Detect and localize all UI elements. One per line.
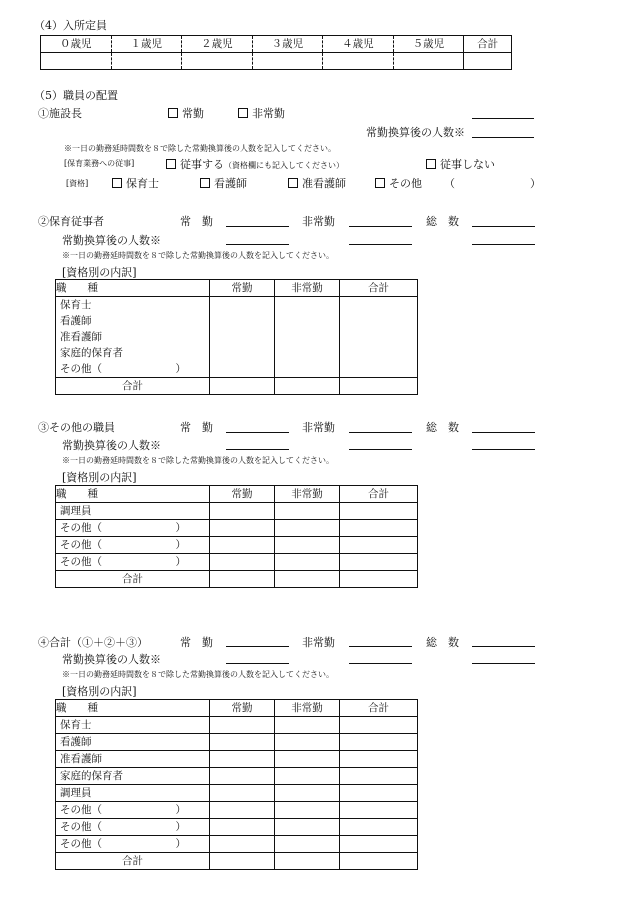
col-part: 非常勤 xyxy=(275,486,340,503)
col-part: 非常勤 xyxy=(275,280,340,297)
capacity-cell[interactable] xyxy=(393,53,464,70)
cell[interactable] xyxy=(275,554,340,571)
cell[interactable] xyxy=(210,537,275,554)
cell[interactable] xyxy=(340,836,418,853)
capacity-header-1: １歳児 xyxy=(111,36,182,53)
row-label: その他（ ） xyxy=(56,836,210,853)
row-label: 保育士 xyxy=(56,297,210,314)
table-row[interactable] xyxy=(56,768,418,785)
table-row[interactable] xyxy=(56,537,418,554)
s2-fulltime-line[interactable] xyxy=(226,226,289,227)
s4t-fte-line-2[interactable] xyxy=(349,663,412,664)
cell[interactable] xyxy=(275,751,340,768)
row-label: 看護師 xyxy=(56,734,210,751)
row-label: その他（ ） xyxy=(56,361,210,378)
qual-label: [資格] xyxy=(66,179,89,188)
cell[interactable] xyxy=(275,819,340,836)
qual-3[interactable]: 准看護師 xyxy=(288,175,346,191)
sum-label: 合計 xyxy=(56,571,210,588)
checkbox-icon[interactable] xyxy=(288,178,298,188)
s2-note: ※一日の勤務延時間数を８で除した常勤換算後の人数を記入してください。 xyxy=(62,251,334,260)
director-fte-line[interactable] xyxy=(472,137,534,138)
qual-paren-open: （ xyxy=(444,177,455,190)
col-sum: 合計 xyxy=(340,486,418,503)
cell[interactable] xyxy=(275,768,340,785)
table-header xyxy=(56,486,418,503)
capacity-cell[interactable] xyxy=(323,53,394,70)
director-count-line[interactable] xyxy=(472,118,534,119)
s2-fte-line-2[interactable] xyxy=(349,244,412,245)
s2-parttime-line[interactable] xyxy=(349,226,412,227)
s3-total-line[interactable] xyxy=(472,432,535,433)
capacity-cell[interactable] xyxy=(111,53,182,70)
s4t-parttime-line[interactable] xyxy=(349,646,412,647)
cell[interactable] xyxy=(275,785,340,802)
s3-table xyxy=(55,485,418,588)
cell[interactable] xyxy=(210,785,275,802)
s3-parttime-line[interactable] xyxy=(349,432,412,433)
cell[interactable] xyxy=(210,717,275,734)
s3-parttime: 非常勤 xyxy=(302,421,335,434)
cell[interactable] xyxy=(275,503,340,520)
director-fulltime[interactable]: 常勤 xyxy=(168,105,204,121)
row-label: その他（ ） xyxy=(56,819,210,836)
director-label: ①施設長 xyxy=(38,107,82,120)
cell[interactable] xyxy=(210,378,275,395)
cell[interactable] xyxy=(210,751,275,768)
row-label: 看護師 xyxy=(56,313,210,329)
cell[interactable] xyxy=(275,537,340,554)
checkbox-icon[interactable] xyxy=(426,159,436,169)
cell[interactable] xyxy=(340,734,418,751)
capacity-cell[interactable] xyxy=(252,53,323,70)
cell[interactable] xyxy=(340,520,418,537)
cell[interactable] xyxy=(340,717,418,734)
table-row[interactable] xyxy=(56,802,418,819)
s4t-total: 総 数 xyxy=(426,636,459,649)
cell[interactable] xyxy=(210,819,275,836)
qual-2[interactable]: 看護師 xyxy=(200,175,247,191)
cell[interactable] xyxy=(210,802,275,819)
capacity-header-3: ３歳児 xyxy=(252,36,323,53)
cell[interactable] xyxy=(275,378,340,395)
s3-total: 総 数 xyxy=(426,421,459,434)
s2-total: 総 数 xyxy=(426,215,459,228)
checkbox-icon[interactable] xyxy=(238,108,248,118)
director-note: ※一日の勤務延時間数を８で除した常勤換算後の人数を記入してください。 xyxy=(64,144,336,153)
capacity-header-5: ５歳児 xyxy=(393,36,464,53)
table-row[interactable] xyxy=(56,503,418,520)
row-label: 家庭的保育者 xyxy=(56,768,210,785)
capacity-header-2: ２歳児 xyxy=(182,36,253,53)
cell[interactable] xyxy=(275,853,340,870)
table-header xyxy=(56,700,418,717)
cell[interactable] xyxy=(340,378,418,395)
col-part: 非常勤 xyxy=(275,700,340,717)
cell[interactable] xyxy=(340,503,418,520)
s2-fte-line-1[interactable] xyxy=(226,244,289,245)
s2-fte-line-3[interactable] xyxy=(472,244,535,245)
cell[interactable] xyxy=(210,554,275,571)
cell[interactable] xyxy=(210,297,275,378)
table-row[interactable] xyxy=(56,520,418,537)
row-label: その他（ ） xyxy=(56,802,210,819)
row-label: その他（ ） xyxy=(56,537,210,554)
cell[interactable] xyxy=(340,853,418,870)
table-row[interactable] xyxy=(56,819,418,836)
row-label: 家庭的保育者 xyxy=(56,345,210,361)
cell[interactable] xyxy=(275,297,340,378)
s4t-note: ※一日の勤務延時間数を８で除した常勤換算後の人数を記入してください。 xyxy=(62,670,334,679)
table-sum-row[interactable] xyxy=(56,853,418,870)
s3-breakdown: [資格別の内訳] xyxy=(62,471,137,484)
row-label: 准看護師 xyxy=(56,329,210,345)
qual-4[interactable]: その他 xyxy=(375,175,422,191)
s2-total-line[interactable] xyxy=(472,226,535,227)
col-full: 常勤 xyxy=(210,486,275,503)
capacity-header-0: ０歳児 xyxy=(41,36,112,53)
table-row[interactable] xyxy=(56,785,418,802)
cell[interactable] xyxy=(210,520,275,537)
section-5-title: （5）職員の配置 xyxy=(34,89,118,102)
capacity-table xyxy=(40,35,512,70)
cell[interactable] xyxy=(210,853,275,870)
s4t-table xyxy=(55,699,418,870)
cell[interactable] xyxy=(340,802,418,819)
qual-paren-close: ） xyxy=(530,177,541,190)
s4t-fulltime: 常 勤 xyxy=(180,636,213,649)
cell[interactable] xyxy=(210,571,275,588)
s2-fte: 常勤換算後の人数※ xyxy=(62,234,161,247)
capacity-header-row xyxy=(41,36,512,53)
row-label: その他（ ） xyxy=(56,520,210,537)
capacity-header-total: 合計 xyxy=(464,36,512,53)
cell[interactable] xyxy=(210,768,275,785)
s3-fte-line-3[interactable] xyxy=(472,449,535,450)
col-type: 職 種 xyxy=(56,280,210,297)
s4t-parttime: 非常勤 xyxy=(302,636,335,649)
table-sum-row[interactable] xyxy=(56,571,418,588)
cell[interactable] xyxy=(340,537,418,554)
s4t-breakdown: [資格別の内訳] xyxy=(62,685,137,698)
capacity-input-row[interactable] xyxy=(41,53,512,70)
table-row[interactable] xyxy=(56,836,418,853)
row-label: 調理員 xyxy=(56,503,210,520)
engage-yes[interactable]: 従事する（資格欄にも記入してください） xyxy=(166,156,344,172)
s2-breakdown: [資格別の内訳] xyxy=(62,266,137,279)
table-row[interactable] xyxy=(56,717,418,734)
s4t-fulltime-line[interactable] xyxy=(226,646,289,647)
capacity-cell[interactable] xyxy=(182,53,253,70)
cell[interactable] xyxy=(275,520,340,537)
table-row[interactable] xyxy=(56,554,418,571)
engage-no[interactable]: 従事しない xyxy=(426,156,495,172)
capacity-cell[interactable] xyxy=(41,53,112,70)
s4t-fte-line-3[interactable] xyxy=(472,663,535,664)
col-sum: 合計 xyxy=(340,700,418,717)
s2-fulltime: 常 勤 xyxy=(180,215,213,228)
s3-fte-line-1[interactable] xyxy=(226,449,289,450)
checkbox-icon[interactable] xyxy=(166,159,176,169)
col-full: 常勤 xyxy=(210,700,275,717)
capacity-header-4: ４歳児 xyxy=(323,36,394,53)
engage-label: [保育業務への従事] xyxy=(64,159,135,168)
s3-label: ③その他の職員 xyxy=(38,421,115,434)
table-row[interactable] xyxy=(56,297,418,314)
qual-1[interactable]: 保育士 xyxy=(112,175,159,191)
checkbox-icon[interactable] xyxy=(375,178,385,188)
s2-parttime: 非常勤 xyxy=(302,215,335,228)
s4t-fte-line-1[interactable] xyxy=(226,663,289,664)
s3-fte: 常勤換算後の人数※ xyxy=(62,439,161,452)
cell[interactable] xyxy=(340,571,418,588)
col-type: 職 種 xyxy=(56,700,210,717)
s3-fte-line-2[interactable] xyxy=(349,449,412,450)
row-label: 保育士 xyxy=(56,717,210,734)
cell[interactable] xyxy=(340,819,418,836)
row-label: 調理員 xyxy=(56,785,210,802)
cell[interactable] xyxy=(210,836,275,853)
table-header xyxy=(56,280,418,297)
checkbox-icon[interactable] xyxy=(112,178,122,188)
cell[interactable] xyxy=(210,503,275,520)
table-row[interactable] xyxy=(56,751,418,768)
s3-note: ※一日の勤務延時間数を８で除した常勤換算後の人数を記入してください。 xyxy=(62,456,334,465)
director-fte-label: 常勤換算後の人数※ xyxy=(366,126,465,139)
col-sum: 合計 xyxy=(340,280,418,297)
cell[interactable] xyxy=(275,571,340,588)
cell[interactable] xyxy=(275,734,340,751)
row-label: 准看護師 xyxy=(56,751,210,768)
director-parttime[interactable]: 非常勤 xyxy=(238,105,285,121)
capacity-cell[interactable] xyxy=(464,53,512,70)
checkbox-icon[interactable] xyxy=(168,108,178,118)
s3-fulltime-line[interactable] xyxy=(226,432,289,433)
s4t-total-line[interactable] xyxy=(472,646,535,647)
col-type: 職 種 xyxy=(56,486,210,503)
cell[interactable] xyxy=(340,751,418,768)
cell[interactable] xyxy=(275,717,340,734)
s4t-label: ④合計（①＋②＋③） xyxy=(38,636,148,649)
checkbox-icon[interactable] xyxy=(200,178,210,188)
cell[interactable] xyxy=(340,768,418,785)
cell[interactable] xyxy=(340,554,418,571)
sum-label: 合計 xyxy=(56,853,210,870)
s3-fulltime: 常 勤 xyxy=(180,421,213,434)
table-sum-row[interactable] xyxy=(56,378,418,395)
section-4-title: （4）入所定員 xyxy=(34,19,107,32)
cell[interactable] xyxy=(340,785,418,802)
cell[interactable] xyxy=(275,802,340,819)
row-label: その他（ ） xyxy=(56,554,210,571)
cell[interactable] xyxy=(340,297,418,378)
cell[interactable] xyxy=(210,734,275,751)
sum-label: 合計 xyxy=(56,378,210,395)
table-row[interactable] xyxy=(56,734,418,751)
col-full: 常勤 xyxy=(210,280,275,297)
s2-label: ②保育従事者 xyxy=(38,215,104,228)
s4t-fte: 常勤換算後の人数※ xyxy=(62,653,161,666)
s2-table xyxy=(55,279,418,395)
cell[interactable] xyxy=(275,836,340,853)
